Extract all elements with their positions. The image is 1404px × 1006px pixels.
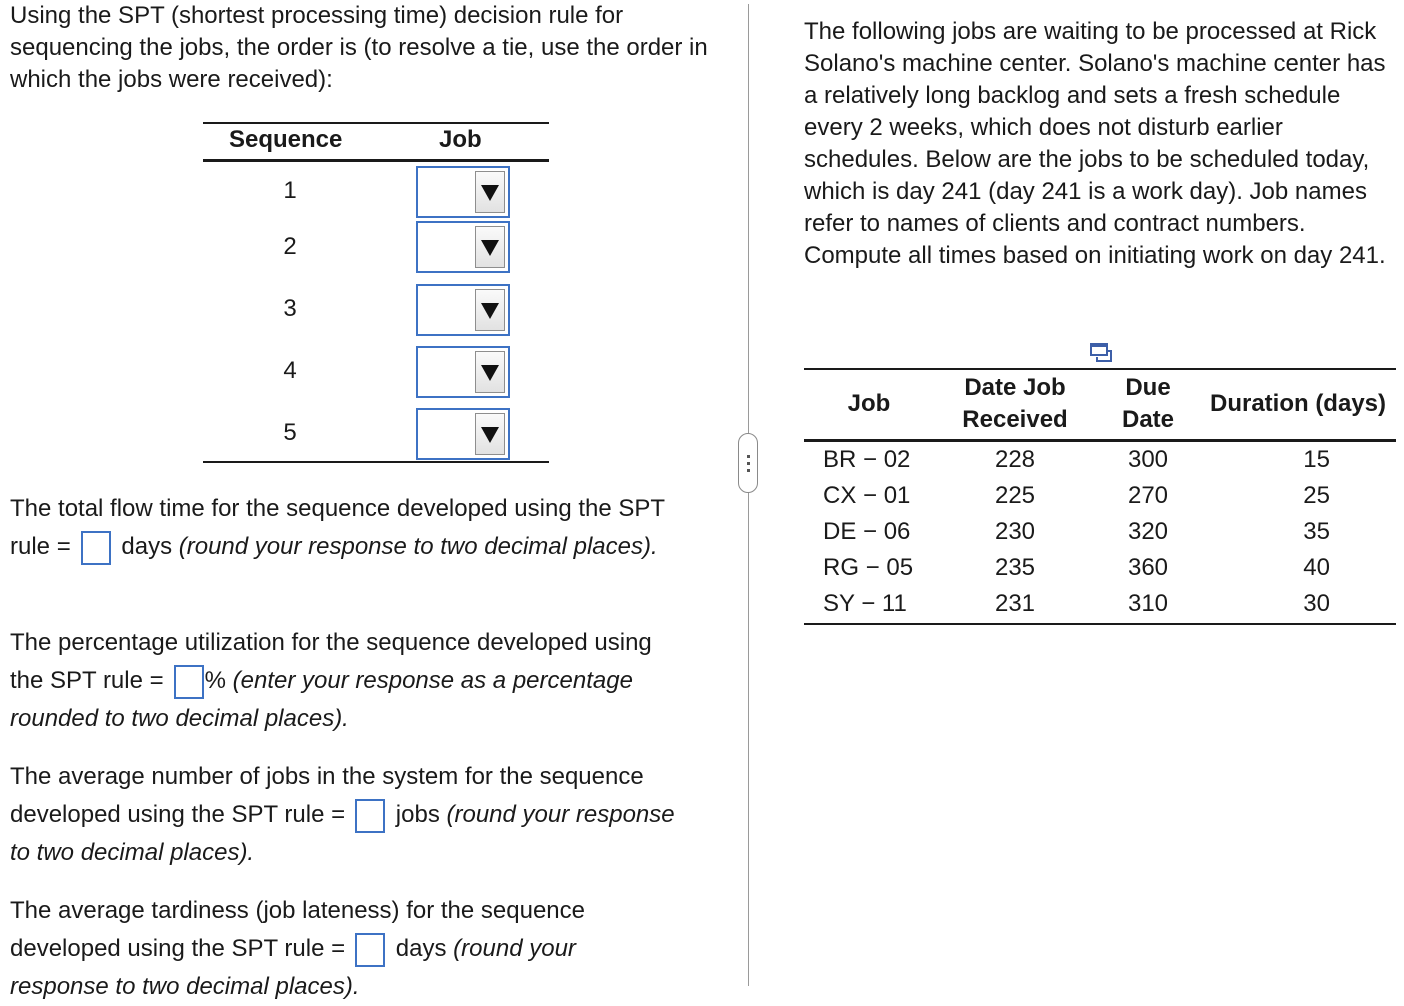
- rounding-note: (round your response to two decimal places).: [10, 935, 576, 1000]
- sequence-number-4: 4: [283, 357, 297, 384]
- received-column-header: [934, 372, 1096, 436]
- unit-label: %: [204, 667, 226, 694]
- table-rule: [804, 368, 1396, 370]
- avg-jobs-input[interactable]: [355, 799, 385, 833]
- jobs-table: [804, 368, 1396, 626]
- due-day: 360: [1127, 554, 1169, 581]
- table-rule: [804, 623, 1396, 625]
- rounding-note: (round your response to two decimal places).: [178, 533, 658, 560]
- problem-data-pane: [755, 0, 1404, 986]
- rounding-note: (round your response to two decimal places).: [10, 801, 675, 866]
- grip-dot-icon: [747, 462, 750, 465]
- job-dropdown-2[interactable]: [416, 221, 510, 273]
- intro-text: Using the SPT (shortest processing time) decision rule for sequencing the jobs, the order is (to resolve a tie, use the order in which the jobs were received):: [10, 2, 708, 93]
- received-day: 235: [994, 554, 1036, 581]
- duration-days: 15: [1303, 446, 1330, 473]
- sequence-number-5: 5: [283, 419, 297, 446]
- flow-time-input[interactable]: [81, 531, 111, 565]
- header-line: Date: [1121, 406, 1175, 433]
- copy-icon[interactable]: [1089, 343, 1113, 363]
- flow-time-question: [10, 490, 680, 566]
- question-text: The average tardiness (job lateness) for the sequence developed using the SPT rule =: [10, 897, 586, 962]
- duration-days: 35: [1303, 518, 1330, 545]
- table-rule: [203, 122, 549, 124]
- table-rule: [203, 461, 549, 463]
- pane-divider: [748, 4, 749, 986]
- duration-column-header: Duration (days): [1209, 390, 1386, 417]
- unit-label: days: [121, 533, 173, 560]
- job-name: CX − 01: [823, 482, 911, 509]
- unit-label: days: [395, 935, 447, 962]
- job-name: BR − 02: [823, 446, 911, 473]
- question-text: The average number of jobs in the system for the sequence developed using the SPT rule =: [10, 763, 644, 828]
- tardiness-input[interactable]: [355, 933, 385, 967]
- utilization-input[interactable]: [174, 665, 204, 699]
- problem-description: The following jobs are waiting to be processed at Rick Solano's machine center. Solano's machine center has a relatively long backlog and sets a fresh schedule every 2 weeks, which does not disturb earlier schedules. Below are the jobs to be scheduled today, which is day 241 (day 241 is a work day). Job names refer to names of clients and contract numbers. Compute all times based on initiating work on day 241.: [804, 18, 1386, 269]
- header-line: Received: [962, 406, 1068, 433]
- avg-jobs-question: [10, 758, 680, 872]
- received-day: 225: [994, 482, 1036, 509]
- header-line: Date Job: [964, 374, 1066, 401]
- sequence-number-3: 3: [283, 295, 297, 322]
- dropdown-arrow-icon[interactable]: [475, 351, 505, 393]
- due-day: 270: [1127, 482, 1169, 509]
- received-day: 228: [994, 446, 1036, 473]
- utilization-question: [10, 624, 680, 738]
- due-day: 300: [1127, 446, 1169, 473]
- question-text: The total flow time for the sequence developed using the SPT rule =: [10, 495, 665, 560]
- job-dropdown-1[interactable]: [416, 166, 510, 218]
- sequence-number-1: 1: [283, 177, 297, 204]
- unit-label: jobs: [395, 801, 440, 828]
- job-column-header: Job: [847, 390, 891, 417]
- duration-days: 25: [1303, 482, 1330, 509]
- dropdown-arrow-icon[interactable]: [475, 226, 505, 268]
- grip-dot-icon: [747, 455, 750, 458]
- job-dropdown-4[interactable]: [416, 346, 510, 398]
- job-dropdown-3[interactable]: [416, 284, 510, 336]
- dropdown-arrow-icon[interactable]: [475, 171, 505, 213]
- duration-days: 30: [1303, 590, 1330, 617]
- due-day: 310: [1127, 590, 1169, 617]
- job-name: SY − 11: [823, 590, 907, 617]
- rounding-note: (enter your response as a percentage rounded to two decimal places).: [10, 667, 633, 732]
- due-column-header: [1106, 372, 1190, 436]
- job-header: Job: [439, 126, 482, 153]
- sequence-number-2: 2: [283, 233, 297, 260]
- question-text: The percentage utilization for the sequence developed using the SPT rule =: [10, 629, 652, 694]
- dropdown-arrow-icon[interactable]: [475, 413, 505, 455]
- duration-days: 40: [1303, 554, 1330, 581]
- tardiness-question: [10, 892, 680, 1006]
- received-day: 230: [994, 518, 1036, 545]
- sequence-header: Sequence: [229, 126, 343, 153]
- due-day: 320: [1127, 518, 1169, 545]
- table-rule: [203, 159, 549, 162]
- header-line: Due: [1125, 374, 1171, 401]
- received-day: 231: [994, 590, 1036, 617]
- job-name: RG − 05: [823, 554, 914, 581]
- grip-dot-icon: [747, 469, 750, 472]
- dropdown-arrow-icon[interactable]: [475, 289, 505, 331]
- job-name: DE − 06: [823, 518, 911, 545]
- job-dropdown-5[interactable]: [416, 408, 510, 460]
